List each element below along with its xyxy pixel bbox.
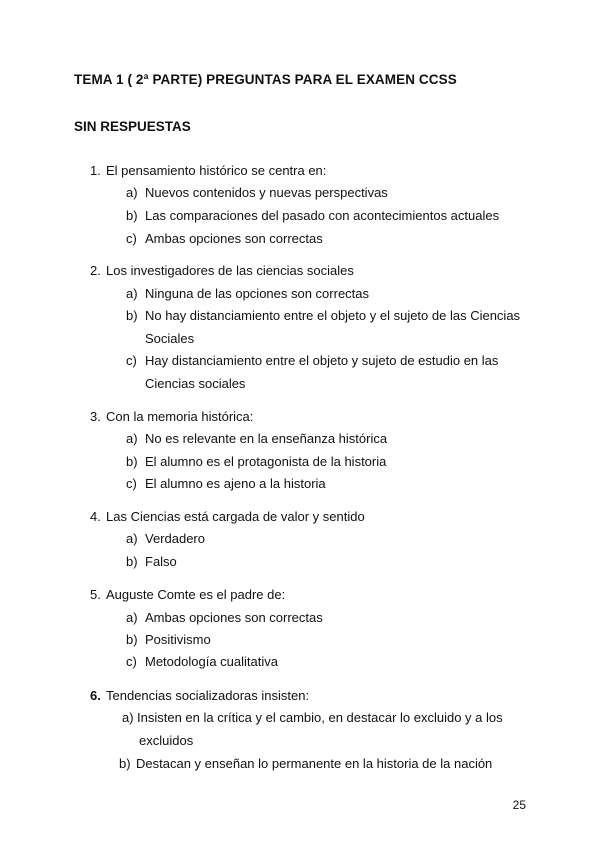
option-letter: a) [126,185,138,200]
document-subtitle: SIN RESPUESTAS [74,119,191,134]
option-letter: b) [126,632,138,647]
option-letter: a) [126,286,138,301]
question-text: Auguste Comte es el padre de: [106,587,286,602]
option-letter: b) [126,554,138,569]
question-text: Las Ciencias está cargada de valor y sentido [106,509,365,524]
option-letter: b) [126,308,138,323]
question-text: Tendencias socializadoras insisten: [106,688,310,703]
question-number: 4. [90,509,101,524]
option-letter: a) [126,610,138,625]
option-text: Falso [145,554,177,569]
option-text: Las comparaciones del pasado con acontecimientos actuales [145,208,500,223]
question-text: El pensamiento histórico se centra en: [106,163,327,178]
option-letter: c) [126,654,137,669]
option-text: No es relevante en la enseñanza histórica [145,431,388,446]
question-number: 2. [90,263,101,278]
option-text: Nuevos contenidos y nuevas perspectivas [145,185,388,200]
page-number: 25 [512,798,526,812]
question-number: 1. [90,163,101,178]
option-text: Destacan y enseñan lo permanente en la historia de la nación [136,756,493,771]
question-text: Con la memoria histórica: [106,409,254,424]
question-number: 5. [90,587,101,602]
option-letter: b) [126,454,138,469]
option-letter: c) [126,476,137,491]
option-text: Ambas opciones son correctas [145,610,323,625]
option-text: Ninguna de las opciones son correctas [145,286,370,301]
option-text: El alumno es el protagonista de la historia [145,454,387,469]
option-text: El alumno es ajeno a la historia [145,476,326,491]
question-text: Los investigadores de las ciencias sociales [106,263,354,278]
option-text: Verdadero [145,531,205,546]
option-letter: a) [126,431,138,446]
option-letter: a) [122,710,134,725]
option-letter: a) [126,531,138,546]
option-text: No hay distanciamiento entre el objeto y el sujeto de las Ciencias Sociales [145,308,521,346]
option-letter: c) [126,231,137,246]
document-title: TEMA 1 ( 2ª PARTE) PREGUNTAS PARA EL EXAMEN CCSS [74,72,457,87]
option-letter: b) [119,756,131,771]
question-number: 3. [90,409,101,424]
option-text: Positivismo [145,632,211,647]
option-letter: c) [126,353,137,368]
option-text: Hay distanciamiento entre el objeto y sujeto de estudio en las Ciencias sociales [145,353,499,391]
option-text: Insisten en la crítica y el cambio, en destacar lo excluido y a los excluidos [137,710,503,748]
question-number: 6. [90,688,101,703]
option-text: Metodología cualitativa [145,654,278,669]
option-text: Ambas opciones son correctas [145,231,323,246]
option-letter: b) [126,208,138,223]
